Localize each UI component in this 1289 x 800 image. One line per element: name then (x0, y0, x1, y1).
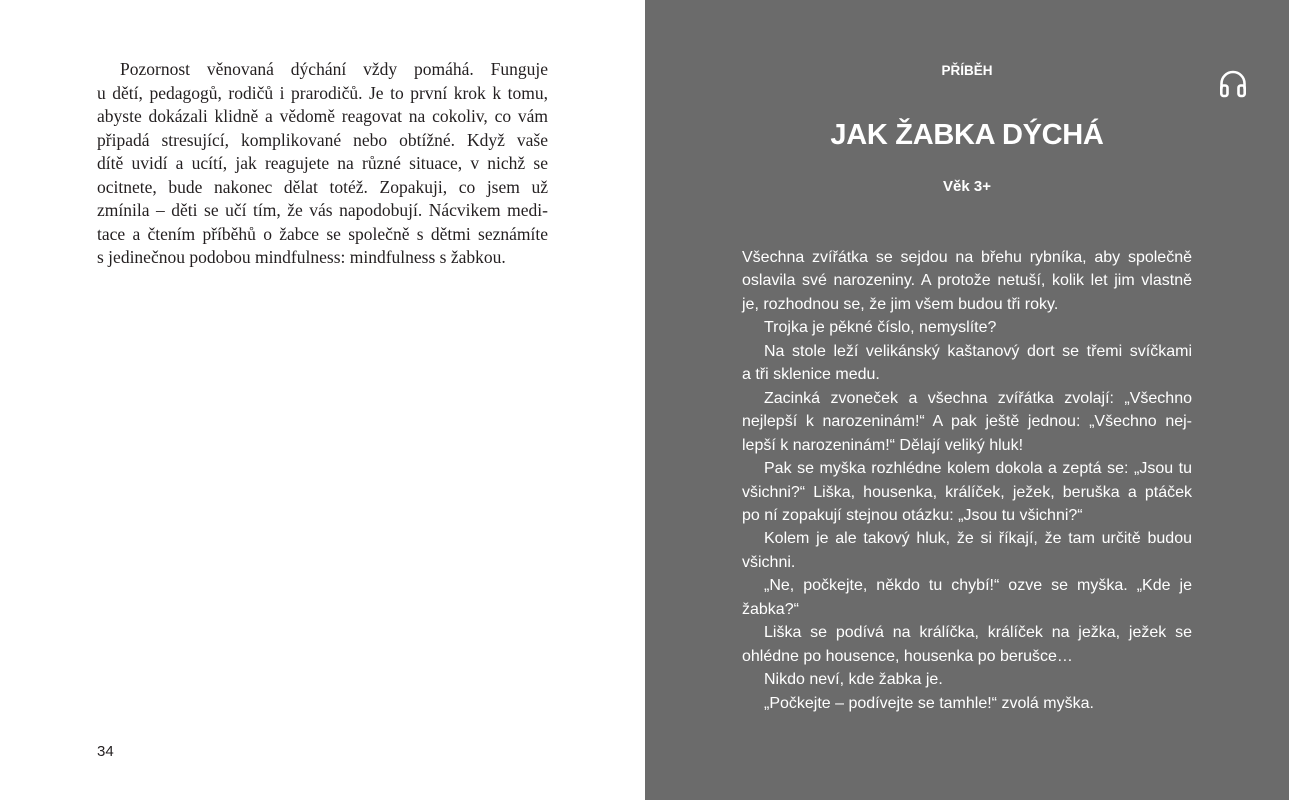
text-line: abyste dokázali klidně a vědomě reagovat na cokoliv, co vám (97, 106, 548, 126)
paragraph (97, 58, 548, 270)
text-line: a tři sklenice medu. (742, 366, 880, 384)
text-line: je, rozhodnou se, že jim všem budou tři roky. (742, 295, 1059, 313)
text-line: Na stole leží velikánský kaštanový dort se třemi svíčkami (764, 342, 1192, 360)
story-title: JAK ŽABKA DÝCHÁ (830, 119, 1104, 151)
text-line: Trojka je pěkné číslo, nemyslíte? (764, 319, 997, 337)
paragraph (742, 574, 1192, 621)
paragraph (742, 668, 1192, 691)
text-line: Pak se myška rozhlédne kolem dokola a zeptá se: „Jsou tu (764, 460, 1192, 478)
text-line: ocitnete, bude nakonec dělat totéž. Zopakuji, co jsem už (97, 176, 548, 197)
text-line: lepší k narozeninám!“ Dělají veliký hluk! (742, 436, 1024, 454)
text-line: „Ne, počkejte, někdo tu chybí!“ ozve se myška. „Kde je (764, 577, 1192, 595)
paragraph (742, 527, 1192, 574)
paragraph (742, 316, 1192, 339)
text-line: Liška se podívá na králíčka, králíček na ježka, ježek se (764, 624, 1192, 642)
right-page (645, 0, 1289, 800)
text-line: Pozornost věnovaná dýchání vždy pomáhá. Funguje (120, 59, 548, 79)
paragraph (742, 340, 1192, 387)
left-body-text (97, 58, 548, 270)
paragraph (742, 457, 1192, 527)
text-line: připadá stresující, komplikované nebo obtížné. Když vaše (97, 129, 548, 150)
text-line: Kolem je ale takový hluk, že si říkají, že tam určitě budou (764, 530, 1192, 548)
text-line: ohlédne po housence, housenka po berušce… (742, 647, 1073, 665)
age-label: Věk 3+ (943, 178, 991, 195)
text-line: dítě uvidí a ucítí, jak reagujete na různé situace, v nichž se (97, 153, 548, 173)
paragraph (742, 621, 1192, 668)
text-line: po ní zopakují stejnou otázku: „Jsou tu všichni?“ (742, 506, 1083, 524)
text-line: všichni. (742, 553, 796, 571)
text-line: oslavila své narozeniny. A protože netuší, kolik let jim vlastně (742, 272, 1192, 290)
text-line: žabka?“ (742, 600, 799, 618)
text-line: všichni?“ Liška, housenka, králíček, ježek, beruška a ptáček (742, 483, 1192, 501)
text-line: zmínila – děti se učí tím, že vás napodobují. Nácvikem medi- (97, 200, 548, 220)
page-number: 34 (97, 743, 114, 760)
text-line: u dětí, pedagogů, rodičů i prarodičů. Je to první krok k tomu, (97, 82, 548, 103)
text-line: Všechna zvířátka se sejdou na břehu rybníka, aby společně (742, 249, 1192, 266)
text-line: „Počkejte – podívejte se tamhle!“ zvolá myška. (764, 694, 1094, 712)
text-line: Nikdo neví, kde žabka je. (764, 671, 943, 689)
section-label: PŘÍBĚH (941, 63, 993, 78)
text-line: s jedinečnou podobou mindfulness: mindfulness s žabkou. (97, 247, 506, 267)
paragraph (742, 387, 1192, 457)
text-line: tace a čtením příběhů o žabce se společně s dětmi seznámíte (97, 223, 548, 244)
text-line: Zacinká zvoneček a všechna zvířátka zvolají: „Všechno (764, 389, 1192, 407)
text-line: nejlepší k narozeninám!“ A pak ještě jednou: „Všechno nej- (742, 413, 1192, 431)
paragraph (742, 246, 1192, 316)
paragraph (742, 692, 1192, 715)
headphones-icon (1217, 67, 1249, 99)
story-body-text (742, 246, 1192, 715)
